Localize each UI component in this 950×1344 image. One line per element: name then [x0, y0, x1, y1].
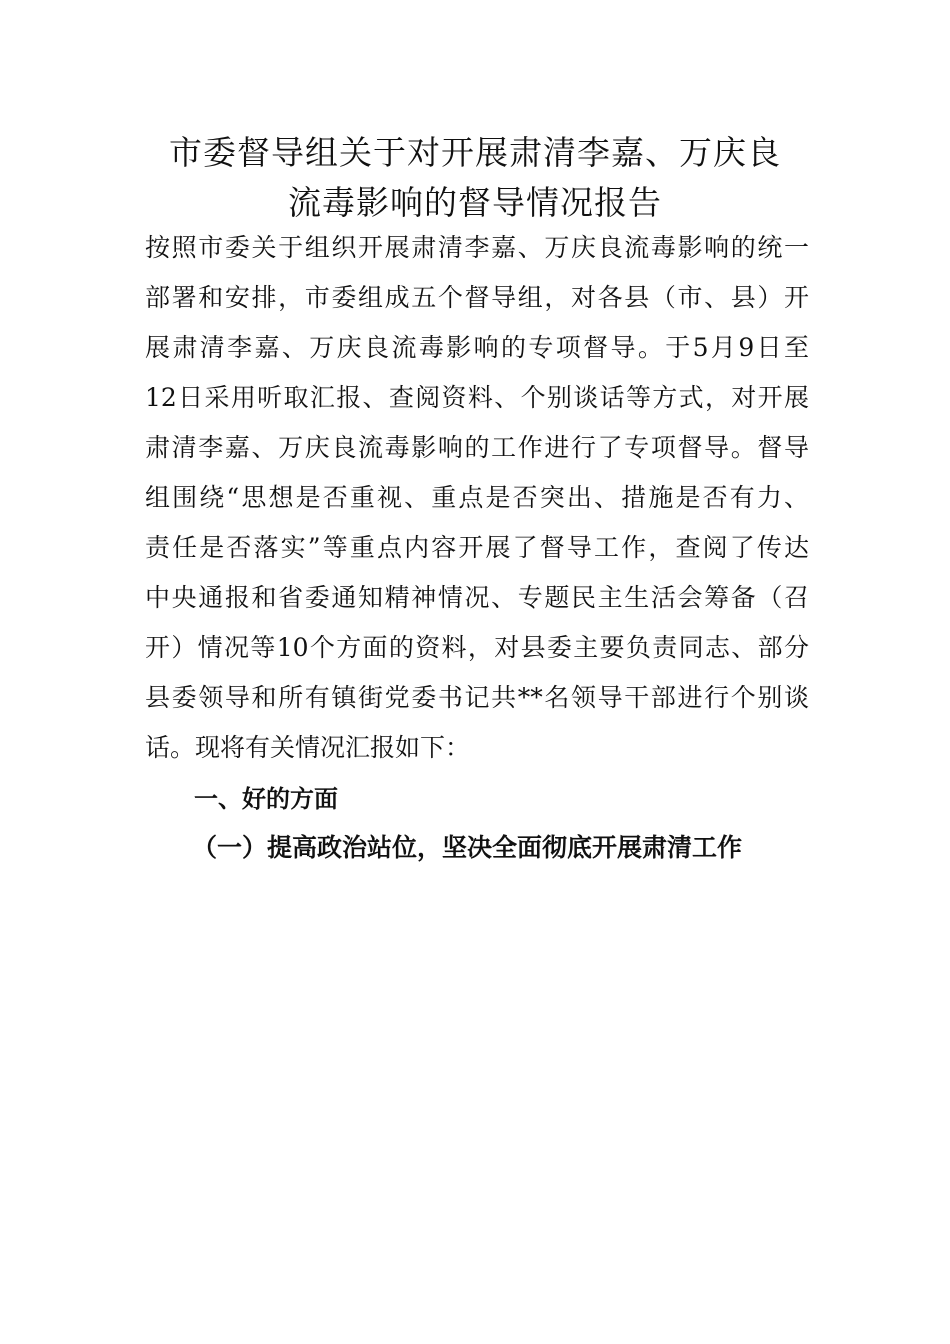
body-line-6: 组围绕“思想是否重视、重点是否突出、措施是否有力、 [145, 483, 809, 512]
body-line-10: 县委领导和所有镇街党委书记共**名领导干部进行个别谈 [145, 683, 809, 712]
body-line-1: 按照市委关于组织开展肃清李嘉、万庆良流毒影响的统一 [145, 233, 809, 262]
body-line-5: 肃清李嘉、万庆良流毒影响的工作进行了专项督导。督导 [145, 433, 809, 462]
body-line-11: 话。现将有关情况汇报如下： [145, 733, 471, 762]
subsection-heading-1: （一）提高政治站位，坚决全面彻底开展肃清工作 [192, 833, 743, 862]
document-title-line-2: 流毒影响的督导情况报告 [288, 183, 662, 222]
body-line-2: 部署和安排，市委组成五个督导组，对各县（市、县）开 [145, 283, 809, 312]
section-heading-1: 一、好的方面 [194, 785, 338, 813]
body-line-7: 责任是否落实”等重点内容开展了督导工作，查阅了传达 [145, 533, 809, 562]
body-line-4: 12日采用听取汇报、查阅资料、个别谈话等方式，对开展 [145, 383, 809, 412]
document-title-line-1: 市委督导组关于对开展肃清李嘉、万庆良 [169, 133, 781, 172]
body-line-9: 开）情况等10个方面的资料，对县委主要负责同志、部分 [145, 633, 809, 662]
body-line-3: 展肃清李嘉、万庆良流毒影响的专项督导。于5月9日至 [145, 333, 809, 362]
body-line-8: 中央通报和省委通知精神情况、专题民主生活会筹备（召 [145, 583, 809, 612]
